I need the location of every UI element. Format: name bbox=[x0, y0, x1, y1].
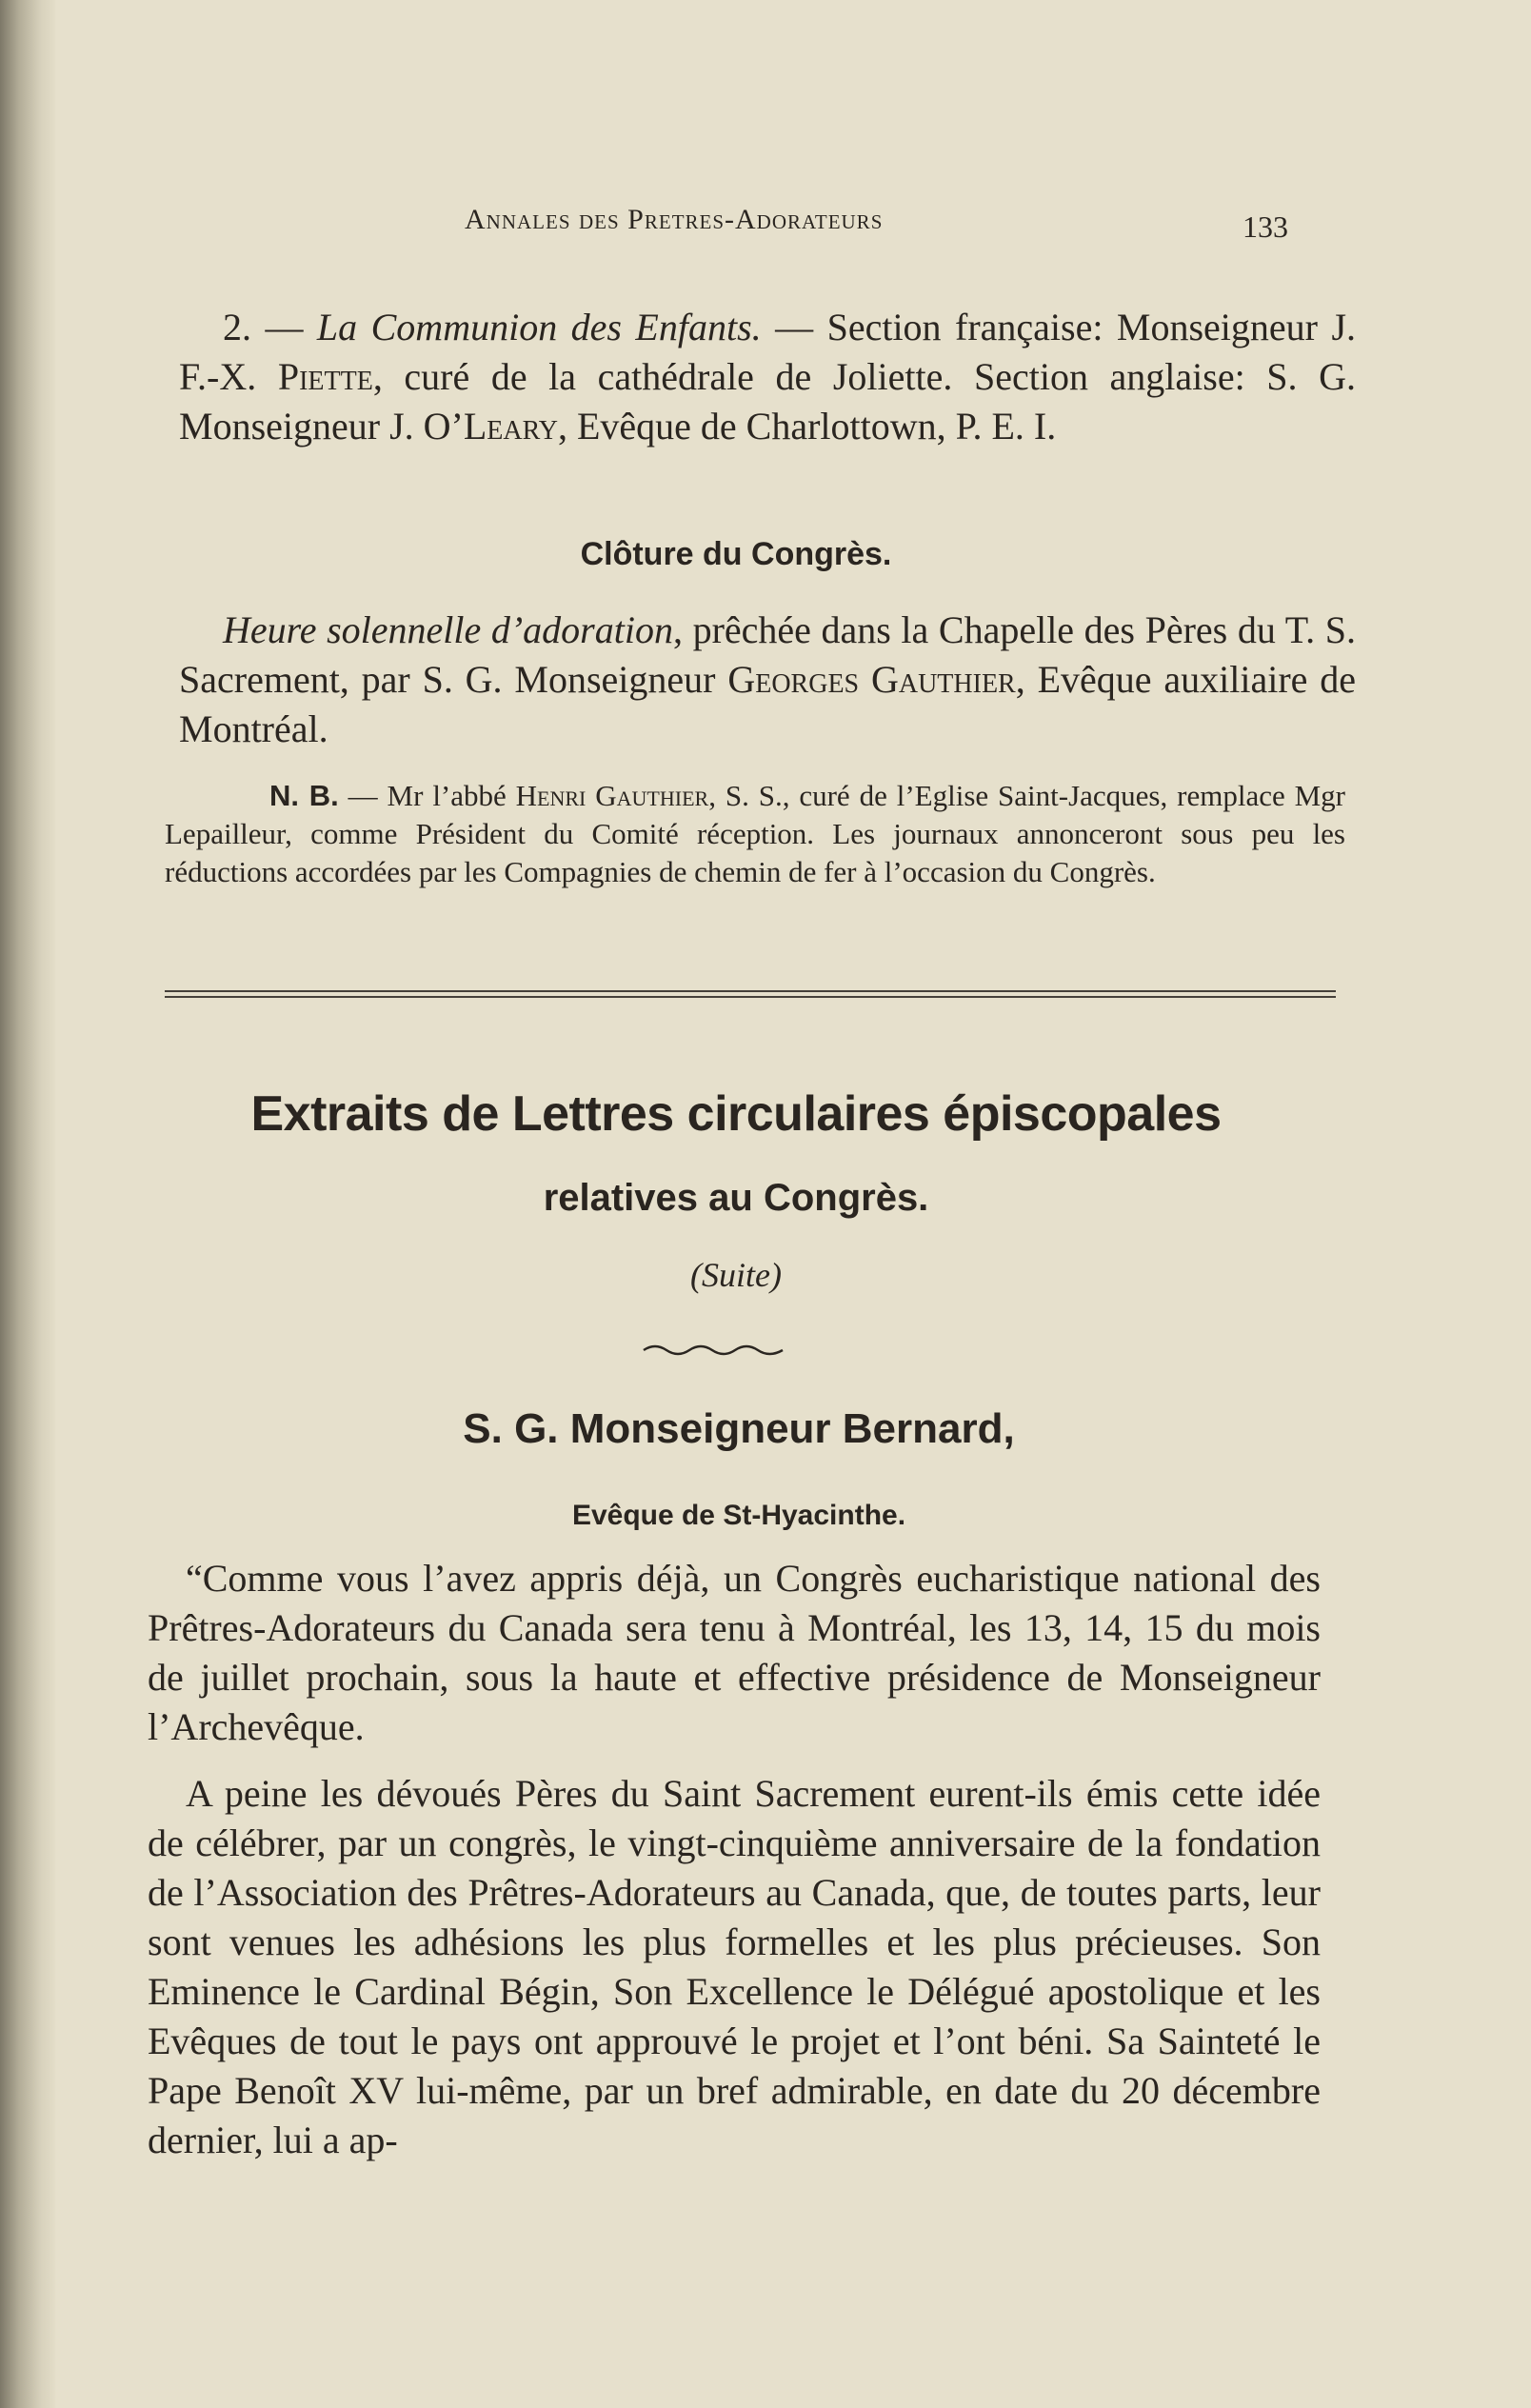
french-section-label: Section française: Monseigneur J. F.-X. bbox=[179, 306, 1357, 398]
closing-paragraph bbox=[179, 606, 1356, 754]
book-spine-shadow bbox=[0, 0, 55, 2408]
nota-bene-note bbox=[165, 777, 1345, 891]
hour-title: Heure solennelle d’adoration bbox=[223, 608, 673, 651]
page-number: 133 bbox=[1243, 209, 1288, 244]
page-header bbox=[55, 200, 1531, 248]
note-text-a: — Mr l’abbé bbox=[338, 779, 507, 812]
letter-paragraph: A peine les dévoués Pères du Saint Sacrement eurent-ils émis cette idée de célébrer, par un congrès, le vingt-cinquième anniversaire de la fondation de l’Association des Prêtres-Adorateurs au Canada, que, de toutes parts, leur sont venues les adhésions les plus formelles et les plus précieuses. Son Eminence le Cardinal Bégin, Son Excellence le Délégué apostolique et les Evêques de tout le pays ont approuvé le projet et l’ont béni. Sa Sainteté le Pape Benoît XV lui-même, par un bref admirable, en date du 20 décembre dernier, lui a ap- bbox=[148, 1772, 1321, 2161]
note-label: N. B. bbox=[269, 779, 339, 812]
letter-body bbox=[148, 1554, 1321, 2182]
extracts-title: Extraits de Lettres circulaires épiscopales bbox=[250, 1086, 1222, 1142]
double-rule-divider bbox=[165, 990, 1336, 998]
english-section-label: Section anglaise: S. G. Monseigneur J. O’ bbox=[179, 355, 1357, 448]
french-section-rest: , curé de la cathédrale de Joliette. bbox=[372, 355, 953, 398]
english-section-name: Leary bbox=[463, 405, 558, 448]
wave-ornament-icon bbox=[642, 1341, 785, 1360]
item-title: La Communion des Enfants. bbox=[316, 306, 762, 348]
item-number: 2. bbox=[223, 306, 251, 348]
note-name: Henri Gauthier bbox=[515, 779, 709, 812]
closing-bishop-rest: , Evêque auxiliaire de Montréal. bbox=[179, 658, 1357, 750]
document-page bbox=[55, 0, 1531, 2408]
note-text-b: , S. S., curé de l’Eglise Saint-Jacques, remplace Mgr Lepailleur, comme Président du Comité réception. Les journaux annonceront sous peu les réductions accordées par les Compagnies de chemin de fer à l’occasion du Congrès. bbox=[165, 779, 1346, 888]
letter-paragraph: “Comme vous l’avez appris déjà, un Congrès eucharistique national des Prêtres-Adorateurs du Canada sera tenu à Montréal, les 13, 14, 15 du mois de juillet prochain, sous la haute et effective présidence de Monseigneur l’Archevêque. bbox=[148, 1557, 1321, 1748]
closing-heading: Clôture du Congrès. bbox=[580, 536, 892, 572]
bishop-name-heading: S. G. Monseigneur Bernard, bbox=[463, 1405, 1015, 1452]
suite-label: (Suite) bbox=[690, 1256, 782, 1294]
communion-enfants-paragraph: 2. — La Communion des Enfants. — Section française: Monseigneur J. F.-X. Piette, curé de la cathédrale de Joliette. Section anglaise: S. G. Monseigneur J. O’Leary, Evêque de Charlottown, P. E. I. bbox=[179, 306, 1357, 448]
english-section-rest: , Evêque de Charlottown, P. E. I. bbox=[557, 405, 1057, 448]
closing-bishop-name: Georges Gauthier bbox=[727, 658, 1016, 701]
bishop-title-heading: Evêque de St-Hyacinthe. bbox=[571, 1500, 906, 1531]
extracts-subtitle: relatives au Congrès. bbox=[543, 1177, 929, 1219]
hour-text: , prêchée dans la Chapelle des Pères du T. S. Sacrement, par S. G. Monseigneur bbox=[179, 608, 1357, 701]
running-head: Annales des Pretres-Adorateurs bbox=[465, 204, 884, 235]
french-section-name: Piette bbox=[277, 355, 373, 398]
